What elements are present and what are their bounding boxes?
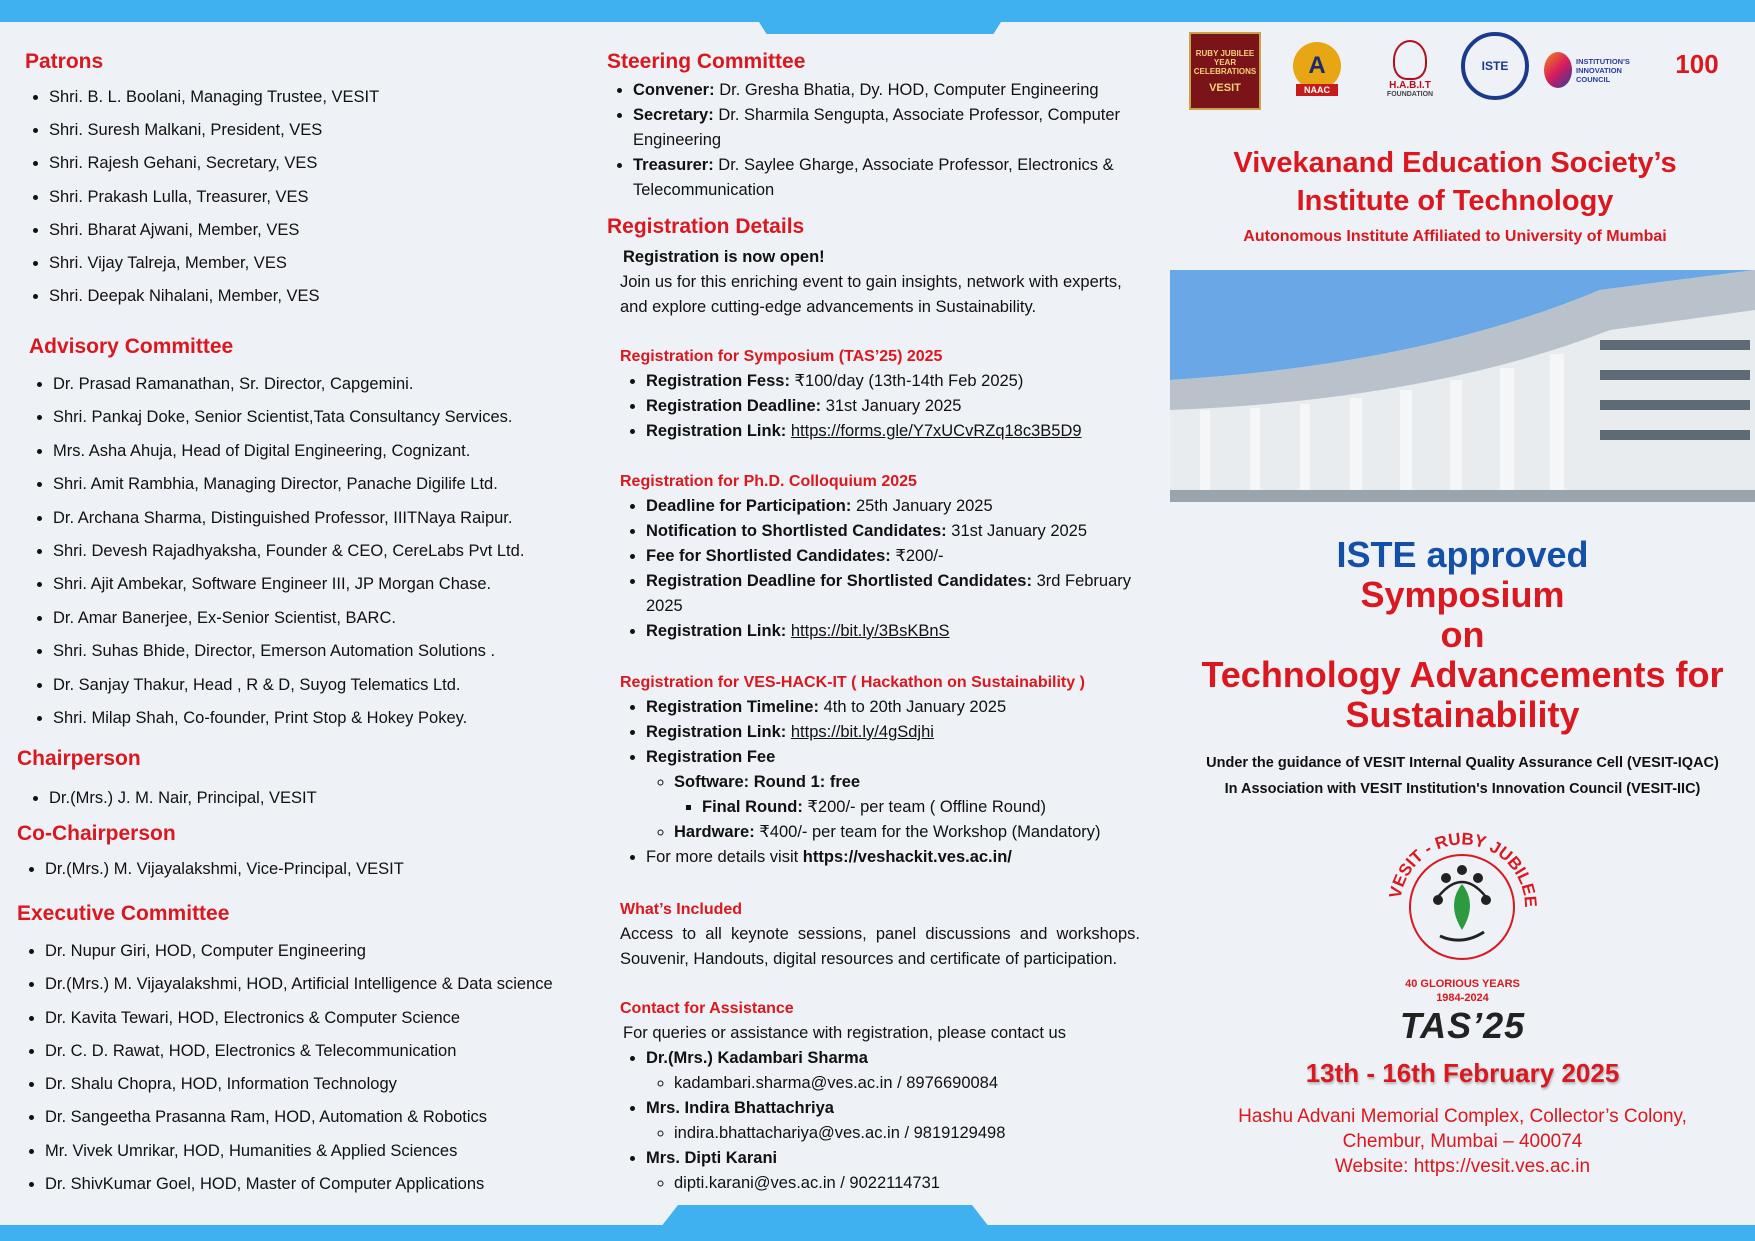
list-item: • Mrs. Indira Bhattachriya ◦ indira.bhattachariya@ves.ac.in / 9819129498 [646,1096,1145,1146]
list-item: • Registration Link: https://forms.gle/Y7xUCvRZq18c3B5D9 [646,419,1145,444]
hackathon-registration [620,670,1145,870]
hackathon-heading: Registration for VES-HACK-IT ( Hackathon on Sustainability ) [620,674,1085,691]
ruby-jubilee-emblem [1380,812,1545,1007]
list-item: • Registration Link: https://bit.ly/4gSdjhi [646,720,1145,745]
list-item: • Dr.(Mrs.) M. Vijayalakshmi, Vice-Principal, VESIT [45,858,404,891]
ves-centenary-logo: 100 [1675,48,1719,79]
list-item: • For more details visit https://veshackit.ves.ac.in/ [646,845,1145,870]
list-item: • Shri. Amit Rambhia, Managing Director, Panache Digilife Ltd. [53,473,524,506]
list-item: • Deadline for Participation: 25th January 2025 [646,494,1145,519]
list-item: ▪ Final Round: ₹200/- per team ( Offline Round) [702,795,1145,820]
list-item: • Registration Fee ◦ Software: Round 1: free ▪ Final Round: ₹200/- per team ( Offline Round) ◦ Hardware: ₹400/- per team for the Workshop (Mandatory) [646,745,1145,845]
logo-strip [1185,32,1745,112]
list-item: • Treasurer: Dr. Saylee Gharge, Associate Professor, Electronics & Telecommunication [633,153,1147,203]
hackathon-website-link[interactable]: https://veshackit.ves.ac.in/ [802,848,1012,866]
registration-open: Registration is now open! [623,248,825,266]
iic-logo: INSTITUTION'S INNOVATION COUNCIL [1541,40,1641,100]
included-heading: What’s Included [620,901,743,918]
list-item: • Fee for Shortlisted Candidates: ₹200/- [646,544,1145,569]
registration-intro [620,245,1142,320]
whats-included [620,897,1140,972]
habit-logo: H.A.B.I.T FOUNDATION [1375,32,1445,106]
list-item: ◦ Software: Round 1: free ▪ Final Round: ₹200/- per team ( Offline Round) [674,770,1145,820]
contact-block [620,996,1145,1196]
included-text: Access to all keynote sessions, panel discussions and workshops. Souvenir, Handouts, digital resources and certificate of participation. [620,925,1140,968]
list-item: • Dr. Sanjay Thakur, Head , R & D, Suyog Telematics Ltd. [53,674,524,707]
chairperson-list [25,787,317,820]
list-item: • Registration Deadline: 31st January 2025 [646,394,1145,419]
phd-heading: Registration for Ph.D. Colloquium 2025 [620,473,917,490]
patrons-list [25,86,379,318]
steering-heading: Steering Committee [607,50,806,73]
event-dates: 13th - 16th February 2025 [1305,1058,1620,1088]
list-item: • Mrs. Dipti Karani ◦ dipti.karani@ves.ac.in / 9022114731 [646,1146,1145,1196]
campus-building-illustration [1170,270,1755,502]
list-item: • Registration Link: https://bit.ly/3BsKBnS [646,619,1145,644]
leaf-icon [1454,884,1470,930]
list-item: • Mr. Vivek Umrikar, HOD, Humanities & Applied Sciences [45,1140,553,1173]
contact-detail[interactable]: ◦ kadambari.sharma@ves.ac.in / 8976690084 [674,1071,1145,1096]
iic-mark-icon [1544,52,1572,88]
hackathon-link[interactable]: https://bit.ly/4gSdjhi [790,723,934,741]
list-item: • Shri. B. L. Boolani, Managing Trustee, VESIT [49,86,379,119]
list-item: • Secretary: Dr. Sharmila Sengupta, Associate Professor, Computer Engineering [633,103,1147,153]
cochair-heading: Co-Chairperson [17,822,176,845]
list-item: • Notification to Shortlisted Candidates: 31st January 2025 [646,519,1145,544]
symposium-registration [620,344,1145,444]
iste-approved: ISTE approved [1336,534,1589,575]
symposium-heading: Registration for Symposium (TAS’25) 2025 [620,348,943,365]
list-item: • Dr. C. D. Rawat, HOD, Electronics & Telecommunication [45,1040,553,1073]
contact-heading: Contact for Assistance [620,1000,794,1017]
list-item: • Dr. ShivKumar Goel, HOD, Master of Computer Applications [45,1173,553,1206]
list-item: • Dr.(Mrs.) J. M. Nair, Principal, VESIT [49,787,317,820]
campus-photo [1170,270,1755,502]
list-item: • Registration Timeline: 4th to 20th January 2025 [646,695,1145,720]
list-item: • Convener: Dr. Gresha Bhatia, Dy. HOD, Computer Engineering [633,78,1147,103]
list-item: • Dr. Archana Sharma, Distinguished Professor, IIITNaya Raipur. [53,507,524,540]
emblem-range: 1984-2024 [1436,992,1489,1004]
list-item: • Dr. Kavita Tewari, HOD, Electronics & Computer Science [45,1007,553,1040]
chairperson-heading: Chairperson [17,747,141,770]
list-item: • Mrs. Asha Ahuja, Head of Digital Engineering, Cognizant. [53,440,524,473]
institute-affiliation: Autonomous Institute Affiliated to University of Mumbai [1243,228,1667,245]
bottom-band-notch [650,1205,1000,1241]
list-item: • Shri. Ajit Ambekar, Software Engineer III, JP Morgan Chase. [53,573,524,606]
list-item: • Shri. Milap Shah, Co-founder, Print Stop & Hokey Pokey. [53,707,524,740]
phd-link[interactable]: https://bit.ly/3BsKBnS [790,622,950,640]
contact-detail[interactable]: ◦ indira.bhattachariya@ves.ac.in / 9819129498 [674,1121,1145,1146]
institute-name: Vivekanand Education Society’s Institute of Technology [1233,147,1677,217]
emblem-graphic [1380,812,1545,982]
iste-logo: ISTE [1461,32,1529,100]
list-item: • Shri. Prakash Lulla, Treasurer, VES [49,186,379,219]
list-item: • Shri. Bharat Ajwani, Member, VES [49,219,379,252]
list-item: • Registration Deadline for Shortlisted Candidates: 3rd February 2025 [646,569,1145,619]
list-item: • Shri. Rajesh Gehani, Secretary, VES [49,152,379,185]
list-item: • Shri. Vijay Talreja, Member, VES [49,252,379,285]
advisory-list [29,373,524,740]
list-item: • Dr. Sangeetha Prasanna Ram, HOD, Automation & Robotics [45,1106,553,1139]
emblem-years: 40 GLORIOUS YEARS [1405,978,1520,990]
contact-detail[interactable]: ◦ dipti.karani@ves.ac.in / 9022114731 [674,1171,1145,1196]
ruby-jubilee-logo: RUBY JUBILEE YEAR CELEBRATIONS VESIT [1189,32,1261,110]
list-item: • Dr. Nupur Giri, HOD, Computer Engineering [45,940,553,973]
list-item: • Shri. Suhas Bhide, Director, Emerson Automation Solutions . [53,640,524,673]
event-code: TAS’25 [1399,1005,1526,1046]
list-item: • Dr. Prasad Ramanathan, Sr. Director, Capgemini. [53,373,524,406]
list-item: • Dr. Shalu Chopra, HOD, Information Technology [45,1073,553,1106]
cochair-list [21,858,404,891]
list-item: • Shri. Deepak Nihalani, Member, VES [49,285,379,318]
event-title: ISTE approved Symposium on Technology Advancements for Sustainability [1170,535,1755,735]
list-item: ◦ Hardware: ₹400/- per team for the Workshop (Mandatory) [674,820,1145,845]
event-guidance: Under the guidance of VESIT Internal Quality Assurance Cell (VESIT-IQAC) In Association with VESIT Institution's Innovation Council (VESIT-IIC) [1206,755,1719,797]
executive-list [21,940,553,1206]
naac-logo: A NAAC [1277,32,1357,106]
list-item: • Registration Fess: ₹100/day (13th-14th Feb 2025) [646,369,1145,394]
list-item: • Dr. Amar Banerjee, Ex-Senior Scientist, BARC. [53,607,524,640]
list-item: • Shri. Devesh Rajadhyaksha, Founder & CEO, CereLabs Pvt Ltd. [53,540,524,573]
list-item: • Dr.(Mrs.) M. Vijayalakshmi, HOD, Artificial Intelligence & Data science [45,973,553,1006]
patrons-heading: Patrons [25,50,104,73]
symposium-link[interactable]: https://forms.gle/Y7xUCvRZq18c3B5D9 [790,422,1082,440]
contact-intro: For queries or assistance with registration, please contact us [623,1024,1066,1042]
top-band-notch [745,0,1015,34]
website-link[interactable]: Website: https://vesit.ves.ac.in [1334,1156,1591,1177]
emblem-arc-text: VESIT - RUBY JUBILEE [1385,829,1541,908]
list-item: • Shri. Pankaj Doke, Senior Scientist,Tata Consultancy Services. [53,406,524,439]
bulb-icon [1393,40,1427,80]
registration-heading: Registration Details [607,215,805,238]
hand-icon [1440,932,1484,940]
list-item: • Shri. Suresh Malkani, President, VES [49,119,379,152]
advisory-heading: Advisory Committee [29,335,234,358]
steering-block [607,78,1147,203]
executive-heading: Executive Committee [17,902,230,925]
registration-intro-text: Join us for this enriching event to gain insights, network with experts, and explore cutting-edge advancements in Sustainability. [620,273,1122,316]
phd-registration [620,469,1145,644]
list-item: • Dr.(Mrs.) Kadambari Sharma ◦ kadambari.sharma@ves.ac.in / 8976690084 [646,1046,1145,1096]
event-venue: Hashu Advani Memorial Complex, Collector’s Colony, Chembur, Mumbai – 400074 Website: https://vesit.ves.ac.in [1170,1104,1755,1179]
